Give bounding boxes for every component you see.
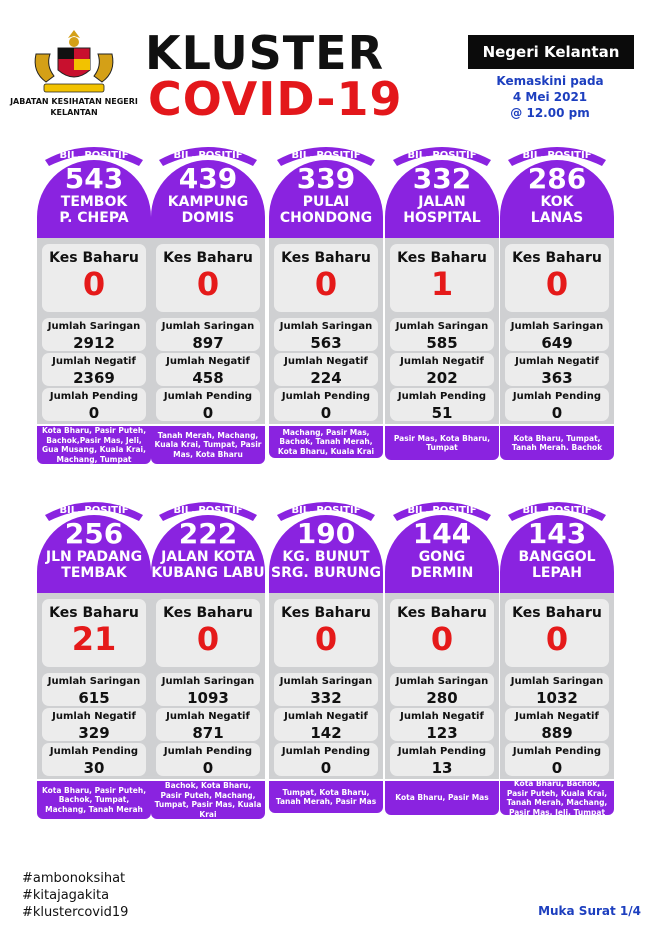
coat-of-arms-icon xyxy=(30,26,118,96)
negative-label: Jumlah Negatif xyxy=(515,356,599,367)
cluster-card xyxy=(151,142,265,462)
new-cases-value: 0 xyxy=(196,620,220,658)
negative-box xyxy=(42,353,146,386)
pending-value: 0 xyxy=(88,404,100,422)
cluster-name-line2: DOMIS xyxy=(181,210,235,226)
cluster-name-line2: TEMBAK xyxy=(61,565,127,581)
screening-box xyxy=(156,673,260,706)
cluster-card xyxy=(500,497,614,817)
pending-value: 0 xyxy=(551,759,563,777)
negative-label: Jumlah Negatif xyxy=(284,356,368,367)
new-cases-label: Kes Baharu xyxy=(512,605,602,621)
negative-label: Jumlah Negatif xyxy=(284,711,368,722)
new-cases-value: 0 xyxy=(545,620,569,658)
negative-value: 123 xyxy=(426,724,458,742)
ribbon-label: BIL. POSITIF xyxy=(173,505,243,516)
screening-label: Jumlah Saringan xyxy=(510,321,604,332)
new-cases-label: Kes Baharu xyxy=(512,250,602,266)
affected-areas: Kota Bharu, Bachok, Pasir Puteh, Kuala Krai, Tanah Merah, Machang, Pasir Mas, Jeli, Tumpat xyxy=(500,781,614,815)
pending-box xyxy=(274,388,378,421)
pending-box xyxy=(42,743,146,776)
negative-label: Jumlah Negatif xyxy=(515,711,599,722)
cluster-card xyxy=(500,142,614,458)
update-info xyxy=(470,73,630,121)
affected-areas: Machang, Pasir Mas, Bachok, Tanah Merah, Kota Bharu, Kuala Krai xyxy=(269,426,383,458)
pending-label: Jumlah Pending xyxy=(163,391,253,402)
new-cases-box xyxy=(156,599,260,667)
negative-box xyxy=(156,353,260,386)
negative-box xyxy=(42,708,146,741)
pending-label: Jumlah Pending xyxy=(512,391,602,402)
ribbon-label: BIL. POSITIF xyxy=(291,150,361,161)
screening-label: Jumlah Saringan xyxy=(161,676,255,687)
screening-box xyxy=(505,318,609,351)
pending-label: Jumlah Pending xyxy=(397,746,487,757)
ribbon-label: BIL. POSITIF xyxy=(173,150,243,161)
cluster-name-line1: KOK xyxy=(540,194,574,210)
pending-value: 0 xyxy=(202,759,214,777)
cluster-name-line2: SRG. BURUNG xyxy=(271,565,381,581)
positive-count: 222 xyxy=(178,517,238,550)
positive-count: 190 xyxy=(296,517,356,550)
negative-label: Jumlah Negatif xyxy=(166,356,250,367)
negative-value: 363 xyxy=(541,369,573,387)
ribbon-label: BIL. POSITIF xyxy=(59,150,129,161)
pending-box xyxy=(390,743,494,776)
new-cases-value: 0 xyxy=(314,620,338,658)
new-cases-box xyxy=(390,244,494,312)
affected-areas: Kota Bharu, Pasir Puteh, Bachok,Pasir Mas, Jeli, Gua Musang, Kuala Krai, Machang, Tumpat xyxy=(37,426,151,464)
pending-label: Jumlah Pending xyxy=(281,391,371,402)
new-cases-value: 21 xyxy=(71,620,117,658)
new-cases-label: Kes Baharu xyxy=(281,605,371,621)
pending-box xyxy=(156,743,260,776)
pending-value: 0 xyxy=(551,404,563,422)
negative-value: 871 xyxy=(192,724,224,742)
cluster-name-line1: KAMPUNG xyxy=(167,194,249,210)
pending-value: 0 xyxy=(320,404,332,422)
negative-box xyxy=(156,708,260,741)
negative-label: Jumlah Negatif xyxy=(52,711,136,722)
screening-box xyxy=(42,673,146,706)
cluster-card xyxy=(385,142,499,458)
update-label: Kemaskini pada xyxy=(496,74,604,88)
positive-count: 543 xyxy=(64,162,124,195)
cluster-name-line1: GONG xyxy=(418,549,466,565)
new-cases-box xyxy=(156,244,260,312)
pending-label: Jumlah Pending xyxy=(163,746,253,757)
hashtag: #kitajagakita xyxy=(22,888,110,903)
screening-value: 332 xyxy=(310,689,342,707)
cluster-name-line2: DERMIN xyxy=(410,565,474,581)
cluster-name xyxy=(269,549,383,581)
new-cases-box xyxy=(505,244,609,312)
pending-box xyxy=(505,743,609,776)
cluster-name-line1: JALAN xyxy=(418,194,466,210)
positive-count: 256 xyxy=(64,517,124,550)
ribbon-label: BIL. POSITIF xyxy=(407,505,477,516)
screening-label: Jumlah Saringan xyxy=(47,676,141,687)
screening-value: 563 xyxy=(310,334,342,352)
pending-label: Jumlah Pending xyxy=(281,746,371,757)
pending-value: 0 xyxy=(320,759,332,777)
new-cases-label: Kes Baharu xyxy=(397,250,487,266)
screening-label: Jumlah Saringan xyxy=(279,321,373,332)
new-cases-value: 0 xyxy=(82,265,106,303)
negative-box xyxy=(505,353,609,386)
negative-box xyxy=(390,708,494,741)
pending-box xyxy=(390,388,494,421)
ribbon-label: BIL. POSITIF xyxy=(291,505,361,516)
cluster-name xyxy=(37,549,151,581)
update-date: 4 Mei 2021 xyxy=(512,90,588,104)
card-stats xyxy=(269,593,383,779)
pending-box xyxy=(42,388,146,421)
new-cases-box xyxy=(274,599,378,667)
screening-label: Jumlah Saringan xyxy=(395,676,489,687)
cluster-name-line1: KG. BUNUT xyxy=(282,549,370,565)
negative-label: Jumlah Negatif xyxy=(52,356,136,367)
title-line-1: KLUSTER xyxy=(145,26,385,80)
cluster-name-line1: PULAI xyxy=(302,194,350,210)
negative-box xyxy=(274,353,378,386)
cluster-card xyxy=(37,497,151,817)
negative-box xyxy=(505,708,609,741)
new-cases-label: Kes Baharu xyxy=(163,605,253,621)
cluster-card xyxy=(269,497,383,811)
hashtag: #klustercovid19 xyxy=(22,905,129,920)
screening-label: Jumlah Saringan xyxy=(161,321,255,332)
screening-label: Jumlah Saringan xyxy=(395,321,489,332)
cluster-name xyxy=(500,549,614,581)
new-cases-label: Kes Baharu xyxy=(281,250,371,266)
positive-count: 439 xyxy=(178,162,238,195)
card-stats xyxy=(151,593,265,779)
new-cases-value: 0 xyxy=(314,265,338,303)
screening-label: Jumlah Saringan xyxy=(47,321,141,332)
cluster-name xyxy=(151,549,265,581)
screening-value: 649 xyxy=(541,334,573,352)
pending-box xyxy=(274,743,378,776)
screening-box xyxy=(274,673,378,706)
negative-value: 458 xyxy=(192,369,224,387)
cluster-name xyxy=(269,194,383,226)
negative-value: 2369 xyxy=(73,369,115,387)
new-cases-label: Kes Baharu xyxy=(49,250,139,266)
card-stats xyxy=(500,238,614,424)
new-cases-value: 0 xyxy=(545,265,569,303)
screening-box xyxy=(274,318,378,351)
new-cases-box xyxy=(390,599,494,667)
screening-box xyxy=(156,318,260,351)
negative-value: 202 xyxy=(426,369,458,387)
cluster-card xyxy=(151,497,265,817)
cluster-name-line2: LANAS xyxy=(530,210,584,226)
ribbon-label: BIL. POSITIF xyxy=(59,505,129,516)
negative-box xyxy=(274,708,378,741)
header xyxy=(0,0,655,140)
cluster-name-line1: TEMBOK xyxy=(60,194,128,210)
cluster-name xyxy=(151,194,265,226)
new-cases-value: 1 xyxy=(430,265,454,303)
affected-areas: Bachok, Kota Bharu, Pasir Puteh, Machang, Tumpat, Pasir Mas, Kuala Krai xyxy=(151,781,265,819)
new-cases-label: Kes Baharu xyxy=(163,250,253,266)
affected-areas: Kota Bharu, Pasir Puteh, Bachok, Tumpat, Machang, Tanah Merah xyxy=(37,781,151,819)
screening-value: 1032 xyxy=(536,689,578,707)
screening-value: 585 xyxy=(426,334,458,352)
new-cases-label: Kes Baharu xyxy=(49,605,139,621)
pending-label: Jumlah Pending xyxy=(397,391,487,402)
card-stats xyxy=(269,238,383,424)
negative-label: Jumlah Negatif xyxy=(400,711,484,722)
cluster-name xyxy=(385,194,499,226)
new-cases-box xyxy=(42,244,146,312)
positive-count: 286 xyxy=(527,162,587,195)
update-time: @ 12.00 pm xyxy=(510,106,590,120)
page-number: Muka Surat 1/4 xyxy=(538,904,641,918)
hashtags xyxy=(22,870,128,921)
pending-label: Jumlah Pending xyxy=(512,746,602,757)
screening-box xyxy=(42,318,146,351)
positive-count: 339 xyxy=(296,162,356,195)
cluster-name xyxy=(500,194,614,226)
new-cases-value: 0 xyxy=(430,620,454,658)
screening-box xyxy=(390,673,494,706)
card-stats xyxy=(385,593,499,779)
pending-label: Jumlah Pending xyxy=(49,746,139,757)
positive-count: 332 xyxy=(412,162,472,195)
card-stats xyxy=(500,593,614,779)
new-cases-box xyxy=(505,599,609,667)
cluster-name-line1: JLN PADANG xyxy=(45,549,143,565)
pending-box xyxy=(505,388,609,421)
negative-box xyxy=(390,353,494,386)
screening-box xyxy=(505,673,609,706)
negative-value: 142 xyxy=(310,724,342,742)
pending-value: 0 xyxy=(202,404,214,422)
screening-value: 1093 xyxy=(187,689,229,707)
hashtag: #ambonoksihat xyxy=(22,871,126,886)
department-name: JABATAN KESIHATAN NEGERI KELANTAN xyxy=(10,97,138,117)
cluster-name-line2: LEPAH xyxy=(531,565,582,581)
card-stats xyxy=(151,238,265,424)
state-badge: Negeri Kelantan xyxy=(468,35,634,69)
negative-value: 224 xyxy=(310,369,342,387)
screening-label: Jumlah Saringan xyxy=(510,676,604,687)
cluster-name-line2: HOSPITAL xyxy=(403,210,481,226)
ribbon-label: BIL. POSITIF xyxy=(522,150,592,161)
screening-box xyxy=(390,318,494,351)
pending-value: 30 xyxy=(83,759,105,777)
positive-count: 144 xyxy=(412,517,472,550)
card-stats xyxy=(37,238,151,424)
cluster-name-line2: CHONDONG xyxy=(279,210,373,226)
card-stats xyxy=(37,593,151,779)
pending-box xyxy=(156,388,260,421)
screening-label: Jumlah Saringan xyxy=(279,676,373,687)
negative-value: 889 xyxy=(541,724,573,742)
cluster-card xyxy=(37,142,151,462)
cluster-card xyxy=(269,142,383,456)
affected-areas: Kota Bharu, Tumpat, Tanah Merah. Bachok xyxy=(500,426,614,460)
new-cases-label: Kes Baharu xyxy=(397,605,487,621)
new-cases-value: 0 xyxy=(196,265,220,303)
affected-areas: Pasir Mas, Kota Bharu, Tumpat xyxy=(385,426,499,460)
screening-value: 615 xyxy=(78,689,110,707)
new-cases-box xyxy=(274,244,378,312)
cluster-card xyxy=(385,497,499,813)
affected-areas: Tumpat, Kota Bharu, Tanah Merah, Pasir Mas xyxy=(269,781,383,813)
new-cases-box xyxy=(42,599,146,667)
positive-count: 143 xyxy=(527,517,587,550)
negative-value: 329 xyxy=(78,724,110,742)
screening-value: 2912 xyxy=(73,334,115,352)
cluster-name xyxy=(37,194,151,226)
screening-value: 280 xyxy=(426,689,458,707)
card-stats xyxy=(385,238,499,424)
negative-label: Jumlah Negatif xyxy=(166,711,250,722)
affected-areas: Tanah Merah, Machang, Kuala Krai, Tumpat, Pasir Mas, Kota Bharu xyxy=(151,426,265,464)
cluster-name-line2: KUBANG LABU xyxy=(151,565,265,581)
ribbon-label: BIL. POSITIF xyxy=(407,150,477,161)
cluster-name-line1: JALAN KOTA xyxy=(161,549,255,565)
pending-label: Jumlah Pending xyxy=(49,391,139,402)
title-line-2: COVID-19 xyxy=(148,72,403,126)
ribbon-label: BIL. POSITIF xyxy=(522,505,592,516)
pending-value: 13 xyxy=(431,759,453,777)
cluster-name xyxy=(385,549,499,581)
cluster-name-line2: P. CHEPA xyxy=(59,210,129,226)
affected-areas: Kota Bharu, Pasir Mas xyxy=(385,781,499,815)
pending-value: 51 xyxy=(431,404,453,422)
cluster-name-line1: BANGGOL xyxy=(518,549,596,565)
screening-value: 897 xyxy=(192,334,224,352)
negative-label: Jumlah Negatif xyxy=(400,356,484,367)
